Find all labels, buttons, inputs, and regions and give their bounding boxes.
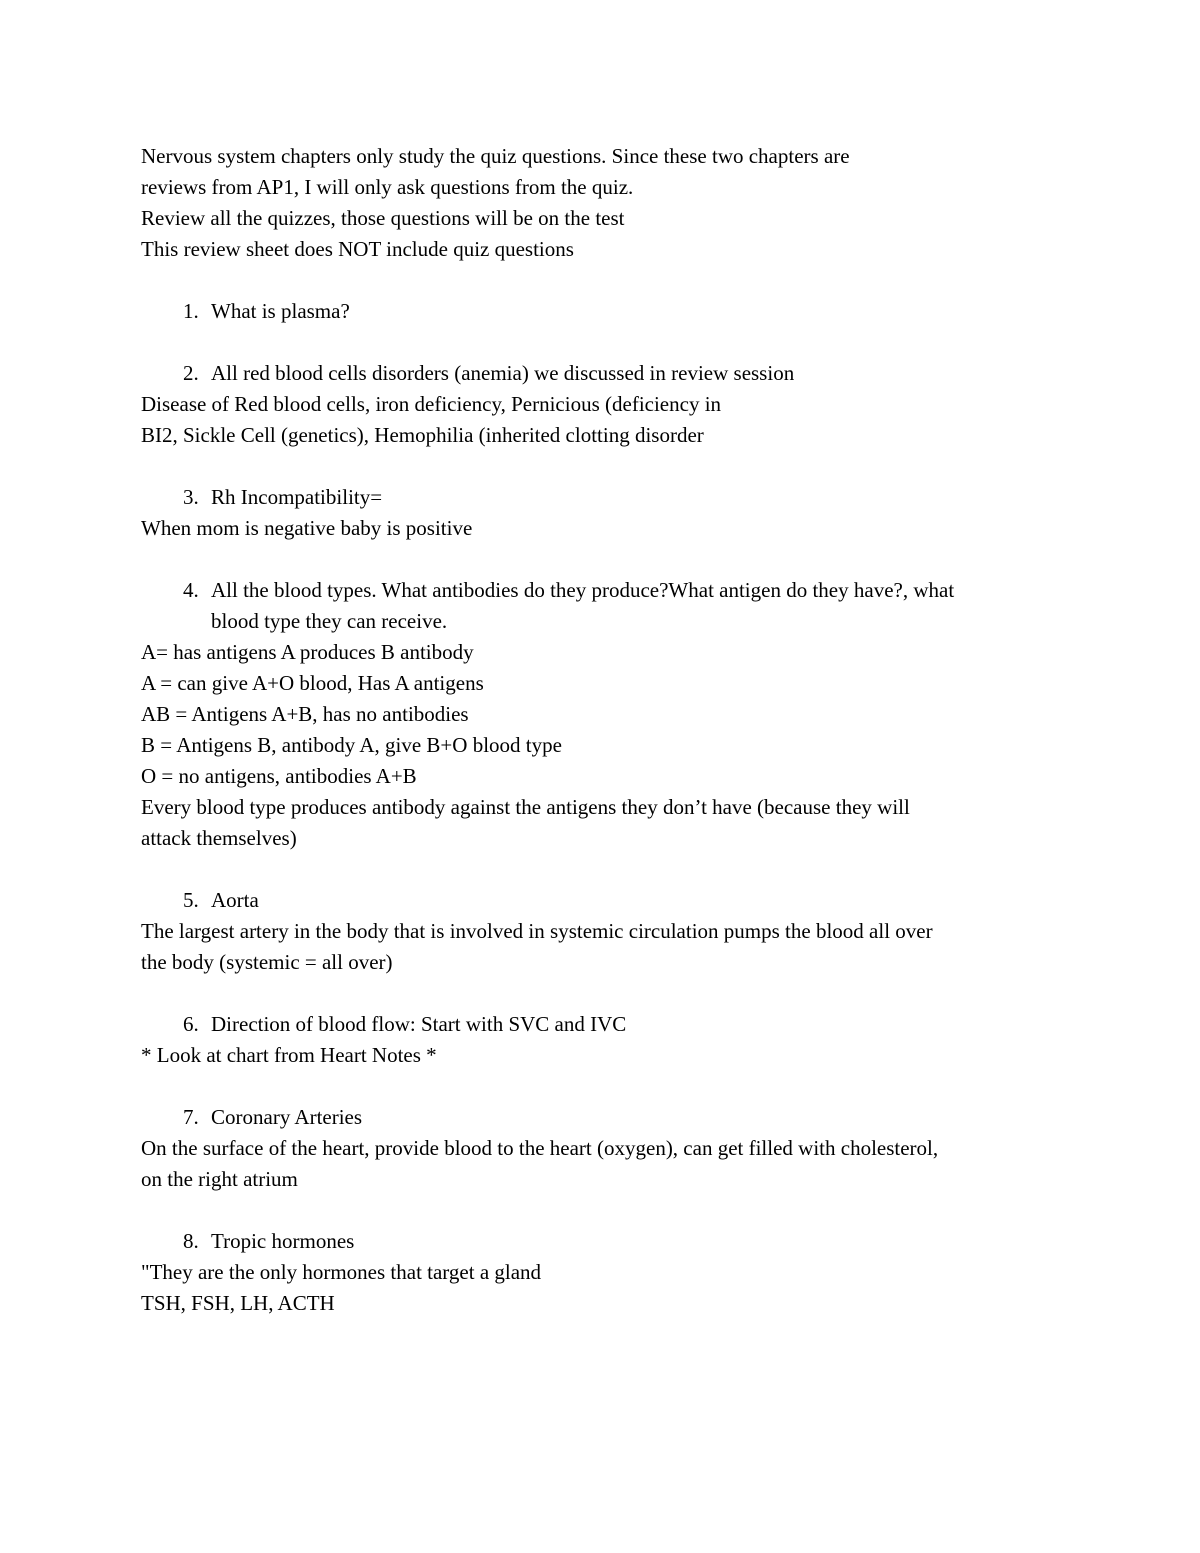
answer-line: O = no antigens, antibodies A+B	[141, 764, 417, 788]
question-text: What is plasma?	[211, 299, 350, 323]
question-number: 6.	[183, 1012, 199, 1036]
question-item	[141, 482, 1061, 513]
answer-line: Disease of Red blood cells, iron deficiency, Pernicious (deficiency in	[141, 392, 722, 416]
question-number: 8.	[183, 1229, 199, 1253]
answer-line: the body (systemic = all over)	[141, 950, 393, 974]
answer-line: "They are the only hormones that target a gland	[141, 1260, 542, 1284]
answer-line: B = Antigens B, antibody A, give B+O blood type	[141, 733, 562, 757]
question-item	[141, 575, 1061, 637]
document-body	[141, 141, 1061, 1319]
answer-line: on the right atrium	[141, 1167, 298, 1191]
question-item	[141, 296, 1061, 327]
question-text	[211, 575, 1051, 637]
intro-line: Nervous system chapters only study the quiz questions. Since these two chapters are	[141, 144, 850, 168]
question-number: 1.	[183, 299, 199, 323]
answer-line: A= has antigens A produces B antibody	[141, 640, 474, 664]
question-number: 2.	[183, 361, 199, 385]
answer-line: The largest artery in the body that is involved in systemic circulation pumps the blood all over	[141, 919, 933, 943]
answer-line: On the surface of the heart, provide blood to the heart (oxygen), can get filled with cholesterol,	[141, 1136, 939, 1160]
question-text: Aorta	[211, 888, 259, 912]
intro-line: reviews from AP1, I will only ask questions from the quiz.	[141, 175, 634, 199]
question-item	[141, 885, 1061, 916]
answer-line: BI2, Sickle Cell (genetics), Hemophilia (inherited clotting disorder	[141, 423, 704, 447]
answer-line: A = can give A+O blood, Has A antigens	[141, 671, 484, 695]
question-text: Tropic hormones	[211, 1229, 355, 1253]
question-number: 5.	[183, 888, 199, 912]
question-item	[141, 1102, 1061, 1133]
answer-line: Every blood type produces antibody against the antigens they don’t have (because they will	[141, 795, 910, 819]
question-item	[141, 358, 1061, 389]
question-text-line: All the blood types. What antibodies do they produce?What antigen do they have?, what	[211, 578, 955, 602]
question-text: Coronary Arteries	[211, 1105, 363, 1129]
question-text: Rh Incompatibility=	[211, 485, 383, 509]
intro-line: Review all the quizzes, those questions will be on the test	[141, 206, 625, 230]
question-text: Direction of blood flow: Start with SVC and IVC	[211, 1012, 627, 1036]
question-number: 7.	[183, 1105, 199, 1129]
answer-line: attack themselves)	[141, 826, 297, 850]
answer-line: AB = Antigens A+B, has no antibodies	[141, 702, 469, 726]
question-number: 3.	[183, 485, 199, 509]
question-text-line: blood type they can receive.	[211, 609, 448, 633]
question-item	[141, 1009, 1061, 1040]
answer-line: TSH, FSH, LH, ACTH	[141, 1291, 335, 1315]
question-number: 4.	[183, 578, 199, 602]
question-text: All red blood cells disorders (anemia) we discussed in review session	[211, 361, 795, 385]
answer-line: When mom is negative baby is positive	[141, 516, 473, 540]
question-item	[141, 1226, 1061, 1257]
intro-line: This review sheet does NOT include quiz questions	[141, 237, 574, 261]
answer-line: * Look at chart from Heart Notes *	[141, 1043, 437, 1067]
